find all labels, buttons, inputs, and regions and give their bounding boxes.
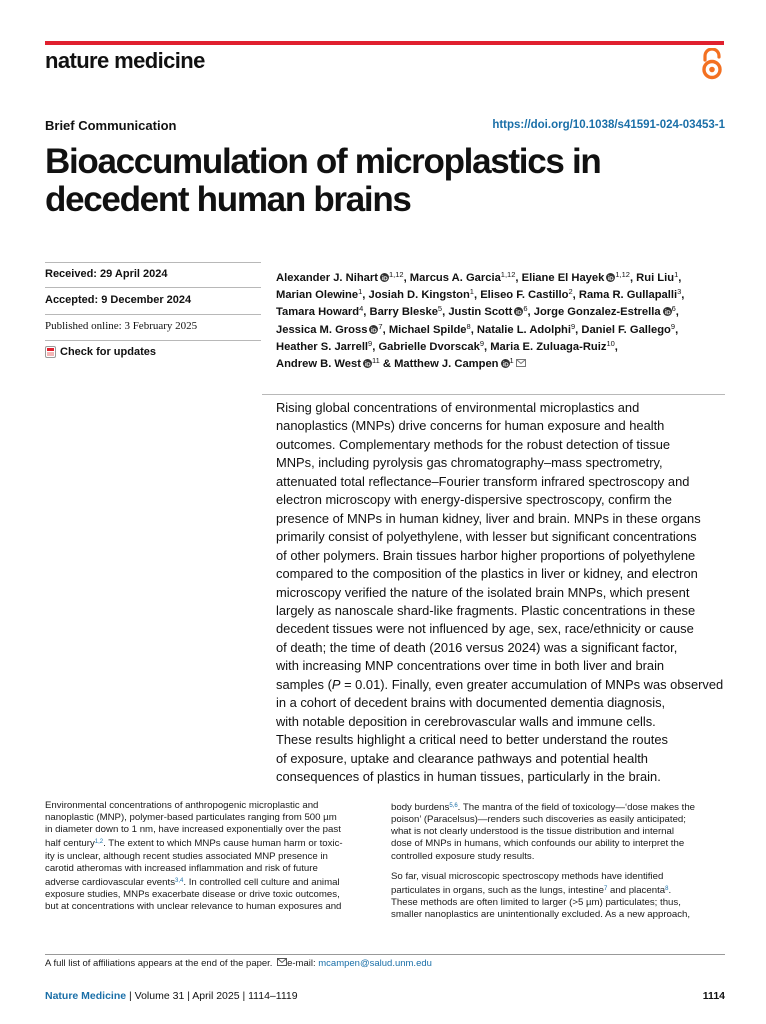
text: controlled exposure study results. <box>391 850 535 862</box>
body-text-line <box>391 871 726 883</box>
author-list <box>276 266 730 369</box>
abstract-line: primarily consist of polyethylene, with lesser but significant concentrations <box>276 529 697 545</box>
body-text-line <box>391 883 726 897</box>
abstract-line: with notable deposition in cerebrovascular walls and immune cells. <box>276 713 656 729</box>
body-column-right <box>391 800 726 921</box>
affiliations-note: A full list of affiliations appears at the end of the paper. <box>45 958 273 969</box>
author[interactable] <box>276 306 363 318</box>
text: and placenta <box>607 884 666 896</box>
author[interactable] <box>276 289 362 301</box>
author-name: Eliane El Hayek <box>521 272 605 284</box>
affiliation-marker: 3 <box>677 287 682 297</box>
author-row <box>276 335 730 352</box>
abstract-line: attenuated total reflectance–Fourier transform infrared spectroscopy and <box>276 473 690 489</box>
email-label: e-mail: <box>287 958 319 969</box>
text: adverse cardiovascular events <box>45 876 176 888</box>
author-separator: & <box>379 357 395 370</box>
abstract-line: samples (P = 0.01). Finally, even greater accumulation of MNPs was observed <box>276 676 724 692</box>
citation-ref[interactable]: 3,4 <box>175 877 184 884</box>
author-separator: , <box>572 289 579 302</box>
check-updates-label: Check for updates <box>60 346 156 358</box>
affiliation-marker: 1,12 <box>388 270 404 279</box>
orcid-icon[interactable] <box>501 359 510 368</box>
author[interactable] <box>394 355 526 370</box>
text: dose of MNPs in humans, which confounds our ability to interpret the <box>391 838 685 850</box>
header-accent-bar <box>45 41 724 45</box>
text: . The extent to which MNPs cause human harm or toxic- <box>103 838 343 850</box>
author[interactable] <box>276 272 404 284</box>
author-separator: , <box>515 272 522 284</box>
abstract-line: of exposure, uptake and clearance pathways and potential health <box>276 750 648 766</box>
author-row <box>276 318 730 335</box>
author-separator: , <box>442 306 449 319</box>
divider <box>45 314 261 315</box>
check-updates-icon <box>45 346 56 358</box>
abstract-line: microscopy verified the nature of the isolated brain MNPs, which present <box>276 584 690 600</box>
author-separator: , <box>575 323 582 336</box>
article-type: Brief Communication <box>45 118 177 133</box>
author[interactable] <box>581 321 676 336</box>
affiliation-marker: 6 <box>523 304 528 314</box>
affiliation-marker: 4 <box>359 304 364 314</box>
author-separator: , <box>470 323 477 336</box>
body-text-line <box>45 836 380 850</box>
author-separator: , <box>372 340 379 353</box>
text: . In controlled cell culture and animal <box>183 876 340 888</box>
affiliation-marker: 1,12 <box>615 270 630 279</box>
doi-link[interactable]: https://doi.org/10.1038/s41591-024-03453-1 <box>492 119 725 131</box>
affiliations-footnote <box>45 958 432 969</box>
author-name: Matthew J. Campen <box>394 357 499 370</box>
divider <box>262 394 725 395</box>
author[interactable] <box>276 338 373 353</box>
orcid-icon[interactable] <box>380 273 389 282</box>
article-title-line: decedent human brains <box>45 180 411 219</box>
body-text-line <box>45 901 380 913</box>
body-text-line <box>391 897 726 909</box>
abstract <box>276 399 728 787</box>
author-name: Gabrielle Dvorscak <box>378 340 480 353</box>
author-name: Jorge Gonzalez-Estrella <box>533 306 661 319</box>
author-name: Rui Liu <box>636 272 675 284</box>
author-name: Marian Olewine <box>276 289 359 302</box>
author-separator: , <box>681 289 685 302</box>
affiliation-marker: 7 <box>378 321 383 331</box>
check-for-updates-button[interactable] <box>45 346 261 358</box>
abstract-line: nanoplastics (MNPs) drive concerns for human exposure and health <box>276 418 665 434</box>
author[interactable] <box>410 272 516 284</box>
author-separator: , <box>483 340 491 353</box>
email-link[interactable]: mcampen@salud.unm.edu <box>318 958 432 969</box>
affiliation-marker: 1 <box>469 287 474 297</box>
text: So far, visual microscopic spectroscopy methods have identified <box>391 870 664 882</box>
body-text-line <box>391 814 726 826</box>
divider <box>45 340 261 341</box>
affiliation-marker: 11 <box>371 355 380 365</box>
author[interactable] <box>490 338 615 353</box>
author-separator: , <box>675 323 679 336</box>
author-row <box>276 352 730 369</box>
author[interactable] <box>370 306 443 318</box>
affiliation-marker: 2 <box>568 287 573 297</box>
accepted-date: Accepted: 9 December 2024 <box>45 294 192 306</box>
author[interactable] <box>480 289 572 301</box>
body-text-line <box>391 800 726 814</box>
abstract-line: decedent tissues were not influenced by age, sex, race/ethnicity or cause <box>276 621 694 637</box>
body-text-line <box>391 826 726 838</box>
text: what is not clearly understood is the tissue distribution and internal <box>391 826 675 838</box>
divider <box>45 262 261 263</box>
author-name: Josiah D. Kingston <box>368 289 470 302</box>
journal-name: nature medicine <box>45 48 205 73</box>
author-name: Tamara Howard <box>276 306 360 319</box>
body-column-left <box>45 800 380 913</box>
author-name: Michael Spilde <box>388 323 467 336</box>
author-separator: , <box>363 306 370 319</box>
citation-ref[interactable]: 5,6 <box>449 803 458 809</box>
affiliation-marker: 9 <box>570 321 576 331</box>
author-separator: , <box>382 323 389 336</box>
citation-ref[interactable]: 1,2 <box>94 839 104 846</box>
page-number: 1114 <box>702 990 725 1002</box>
text: particulates in organs, such as the lungs, intestine <box>391 884 604 896</box>
affiliation-marker: 9 <box>479 338 484 348</box>
body-text-line <box>391 838 726 850</box>
text: but at concentrations with unclear relevance to human exposures and <box>45 901 342 913</box>
abstract-line: in a cohort of decedent brains with documented dementia diagnosis, <box>276 695 666 711</box>
body-text-line <box>391 851 726 863</box>
author[interactable] <box>368 289 474 301</box>
author[interactable] <box>534 306 676 318</box>
author[interactable] <box>476 321 576 336</box>
text: half century <box>45 838 95 850</box>
abstract-line: electron microscopy with energy-dispersive spectroscopy, confirm the <box>276 492 672 508</box>
text: nanoplastic (MNP), polymer-based particulates ranging from 500 µm <box>45 812 337 824</box>
author-row <box>276 283 730 300</box>
journal-citation <box>45 990 298 1002</box>
email-icon <box>277 958 287 966</box>
divider <box>45 287 261 288</box>
author-separator: , <box>527 306 534 319</box>
abstract-line: of death; the time of death (2016 versus 2024) was a significant factor, <box>276 639 678 655</box>
author-name: Barry Bleske <box>369 306 438 319</box>
author-name: Rama R. Gullapalli <box>578 289 678 302</box>
abstract-line: These results highlight a critical need to better understand the routes <box>276 732 668 748</box>
affiliation-marker: 1 <box>509 355 514 365</box>
author[interactable] <box>579 289 681 301</box>
author-separator: , <box>614 340 618 353</box>
orcid-icon[interactable] <box>363 359 372 368</box>
citation-ref[interactable]: 8 <box>665 885 669 892</box>
author[interactable] <box>448 306 527 318</box>
body-text-line <box>45 824 380 836</box>
abstract-line: with increasing MNP concentrations over time in both liver and brain <box>276 658 665 674</box>
abstract-line: Rising global concentrations of environmental microplastics and <box>276 400 640 415</box>
author[interactable] <box>276 321 383 336</box>
author-separator: , <box>403 272 410 284</box>
body-text-line <box>45 889 380 901</box>
affiliation-marker: 10 <box>606 338 615 348</box>
author[interactable] <box>522 272 630 284</box>
journal-citation-details: | Volume 31 | April 2025 | 1114–1119 <box>126 990 298 1002</box>
body-text-line <box>45 851 380 863</box>
author-name: Alexander J. Nihart <box>276 272 378 284</box>
body-text-line <box>45 812 380 824</box>
author-separator: , <box>629 272 637 284</box>
article-title-line: Bioaccumulation of microplastics in <box>45 142 601 181</box>
body-text-line <box>45 863 380 875</box>
abstract-line: presence of MNPs in human kidney, liver and brain. MNPs in these organs <box>276 510 701 526</box>
affiliation-marker: 9 <box>670 321 676 331</box>
text: These methods are often limited to larger (>5 µm) particulates; thus, <box>391 897 681 909</box>
author-separator: , <box>362 289 369 302</box>
author-separator: , <box>675 306 679 319</box>
author[interactable] <box>378 338 484 353</box>
email-icon[interactable] <box>516 359 526 367</box>
abstract-line: MNPs, including pyrolysis gas chromatography–mass spectrometry, <box>276 455 663 471</box>
abstract-line: compared to the composition of the plastics in liver or kidney, and electron <box>276 566 698 582</box>
text: exposure studies, MNPs exacerbate disease or drive toxic outcomes, <box>45 889 340 901</box>
affiliation-marker: 5 <box>437 304 443 314</box>
body-text-line <box>45 800 380 812</box>
author-name: Natalie L. Adolphi <box>476 323 571 336</box>
p-value-symbol: P <box>331 676 341 692</box>
text: Environmental concentrations of anthropogenic microplastic and <box>45 800 319 811</box>
author-name: Andrew B. West <box>276 357 361 370</box>
author-name: Justin Scott <box>448 306 513 319</box>
text: . The mantra of the field of toxicology—‘dose makes the <box>457 802 696 813</box>
author[interactable] <box>388 321 471 336</box>
orcid-icon[interactable] <box>606 273 615 282</box>
text: ity is unclear, although recent studies associated MNP presence in <box>45 850 328 862</box>
author-name: Eliseo F. Castillo <box>480 289 569 302</box>
divider <box>45 954 725 955</box>
text: body burdens <box>391 802 450 813</box>
abstract-line: of other polymers. Brain tissues harbor higher proportions of polyethylene <box>276 547 696 563</box>
text: . <box>668 884 672 896</box>
orcid-icon[interactable] <box>514 307 523 316</box>
text: smaller nanoplastics are unintentionally excluded. As a new approach, <box>391 909 691 921</box>
affiliation-marker: 1 <box>358 287 363 297</box>
author-separator: , <box>678 272 682 284</box>
affiliation-marker: 8 <box>466 321 471 331</box>
abstract-line: largely as nanoscale shard-like fragments. Plastic concentrations in these <box>276 602 696 618</box>
affiliation-marker: 1,12 <box>500 270 516 279</box>
received-date: Received: 29 April 2024 <box>45 268 168 280</box>
paragraph <box>391 871 726 922</box>
text: poison’ (Paracelsus)—renders such discoveries as easily anticipated; <box>391 814 686 826</box>
author-row <box>276 300 730 317</box>
author-separator: , <box>473 289 481 302</box>
author-name: Jessica M. Gross <box>276 323 368 336</box>
author[interactable] <box>636 272 678 284</box>
citation-ref[interactable]: 7 <box>603 885 608 892</box>
published-date: Published online: 3 February 2025 <box>45 320 198 332</box>
author-name: Heather S. Jarrell <box>276 340 369 353</box>
body-text-line <box>391 909 726 921</box>
text: in diameter down to 1 nm, have increased exponentially over the past <box>45 824 341 836</box>
orcid-icon[interactable] <box>663 307 672 316</box>
affiliation-marker: 9 <box>368 338 373 348</box>
author-name: Maria E. Zuluaga-Ruiz <box>490 340 607 353</box>
abstract-line: consequences of plastics in human tissues, particularly in the brain. <box>276 769 661 785</box>
text: carotid atheromas with increased inflammation and risk of future <box>45 862 318 874</box>
journal-citation-name[interactable]: Nature Medicine <box>45 990 127 1002</box>
author-row <box>276 266 730 283</box>
paragraph <box>391 800 726 863</box>
open-access-icon <box>699 48 725 80</box>
author-name: Marcus A. Garcia <box>409 272 501 284</box>
author[interactable] <box>276 355 380 370</box>
article-title <box>45 143 725 219</box>
body-text-line <box>45 875 380 889</box>
affiliation-marker: 6 <box>671 304 676 314</box>
affiliation-marker: 1 <box>674 270 679 279</box>
author-name: Daniel F. Gallego <box>581 323 671 336</box>
abstract-line: outcomes. Complementary methods for the robust detection of tissue <box>276 436 671 452</box>
